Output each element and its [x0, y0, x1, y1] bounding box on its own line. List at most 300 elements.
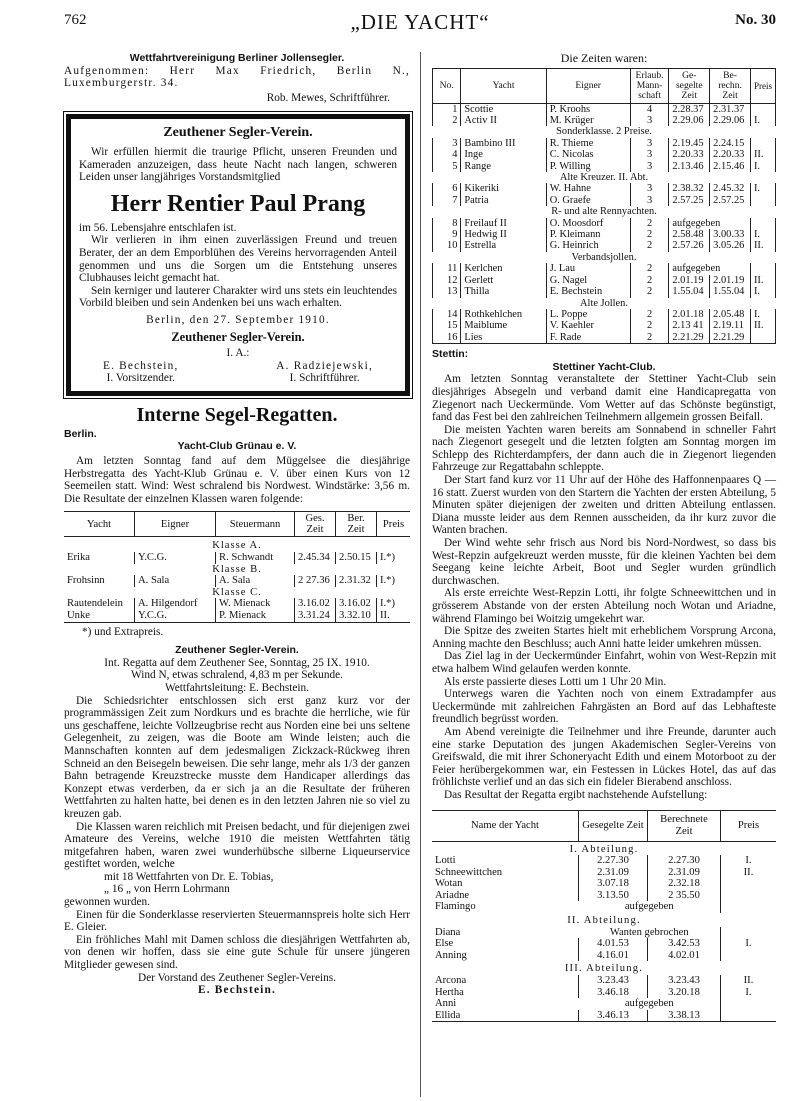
- cell-status: Wanten gebrochen: [609, 926, 689, 938]
- cell-corrected: 2.45.32: [710, 183, 751, 194]
- class-label: R- und alte Rennyachten.: [551, 206, 657, 218]
- cell-helmsman: R. Schwandt: [216, 552, 295, 564]
- table-row: [433, 161, 776, 172]
- column-header: Gesegelte Zeit: [579, 810, 648, 841]
- cell-sailed: 1.55.04: [669, 286, 710, 297]
- cell-prize: I.: [750, 286, 775, 297]
- cell-yacht: Unke: [64, 610, 135, 622]
- stettin-para-3: Der Start fand kurz vor 11 Uhr auf der Höhe des Haffonnenpaares Q — 16 statt. Zuerst wurden von den Startern die Yachten der ersten Abteilung, 5 Minuten später diejenigen der zweiten und dritten Abteilung entlassen. Diana musste leider aus dem Rennen ausscheiden, da ihr kurz zuvor die Wanten brachen.: [432, 474, 776, 537]
- cell-sailed: 2.29.06: [669, 115, 710, 126]
- zeuthen-para-3: Einen für die Sonderklasse reservierten Steuermannspreis holte sich Herr E. Gleier.: [64, 908, 410, 934]
- stettin-para-10: Am Abend vereinigte die Teilnehmer und ihre Freunde, darunter auch eine starke Deputation des jungen Akademischen Segler-Vereins von Greifswald, die mit ihrer Schoneryacht Edith und einem Motorboot zu der Feier herübergekommen war, ein Festessen in Lückes Hotel, das auf das fröhlichste verlief und an das sich ein fideler Bierabend anschloss.: [432, 725, 776, 789]
- cell-sailed: 2.38.32: [669, 183, 710, 194]
- cell-sailed: 2.58.48: [669, 229, 710, 240]
- cell-sailed: 2.57.25: [669, 195, 710, 206]
- class-row: [433, 126, 776, 137]
- table-row: [432, 987, 776, 999]
- zeuthen-para-2d: gewonnen wurden.: [64, 896, 150, 909]
- class-row: [64, 537, 410, 552]
- cell-no: 12: [433, 275, 461, 286]
- table-row: [433, 229, 776, 240]
- stettin-para-11: Das Resultat der Regatta ergibt nachstehende Aufstellung:: [444, 788, 708, 801]
- class-row: [64, 587, 410, 599]
- cell-yacht: Freilauf II: [461, 218, 546, 229]
- cell-owner: P. Kroohs: [546, 103, 630, 115]
- cell-yacht: Ellida: [432, 1010, 579, 1022]
- cell-prize: II.: [750, 320, 775, 331]
- cell-yacht: Rautendelein: [67, 598, 123, 610]
- column-header: Preis: [750, 68, 775, 103]
- cell-crew: 2: [630, 218, 669, 229]
- cell-yacht: Patria: [461, 195, 546, 206]
- table-row: [433, 286, 776, 297]
- column-header: Be-rechn. Zeit: [710, 68, 751, 103]
- class-row: [433, 298, 776, 309]
- cell-yacht: Kerlchen: [461, 263, 546, 274]
- cell-yacht: Erika: [67, 552, 90, 564]
- stettin-club: Stettiner Yacht-Club.: [552, 360, 656, 373]
- cell-owner: V. Kaehler: [546, 320, 630, 331]
- cell-sailed: 4.16.01: [579, 950, 648, 962]
- cell-prize: II.: [750, 275, 775, 286]
- cell-yacht: Lotti: [435, 855, 456, 867]
- cell-helmsman: P. Mienack: [216, 610, 295, 622]
- stettin-para-1: Am letzten Sonntag veranstaltete der Stettiner Yacht-Club sein diesjähriges Absegeln und verband damit eine Handicapregatta von Ziegenort nach Ueckermünde. Vom Wetter auf das Schönste begünstigt, fand das Fest bei den zahlreichen Teilnehmern allgemein grossen Beifall.: [432, 373, 776, 424]
- table-row: [433, 183, 776, 194]
- cell-yacht: Kikeriki: [461, 183, 546, 194]
- stettin-para-8: Als erste passierte dieses Lotti um 1 Uhr 20 Min.: [444, 675, 667, 688]
- cell-no: 5: [433, 161, 461, 172]
- cell-owner: Y.C.G.: [135, 610, 216, 622]
- class-row: [433, 172, 776, 183]
- signature-2-name: A. Radziejewski,: [276, 359, 373, 372]
- cell-prize: II.: [721, 867, 777, 879]
- class-row: [432, 841, 776, 855]
- cell-sailed: 4.01.53: [579, 938, 648, 950]
- cell-corrected: 2.57.25: [710, 195, 751, 206]
- cell-yacht: Hedwig II: [461, 229, 546, 240]
- cell-sailed: 2.57.26: [669, 240, 710, 251]
- table-row: [433, 218, 776, 229]
- cell-prize: I.: [750, 161, 775, 172]
- cell-yacht: Hertha: [435, 986, 464, 998]
- issue-number: No. 30: [735, 12, 776, 28]
- table-row: [432, 1010, 776, 1022]
- cell-owner: F. Rade: [546, 332, 630, 344]
- cell-corrected: 2.19.11: [710, 320, 751, 331]
- zeuthen-times-table: [432, 68, 776, 345]
- cell-sailed: 2.01.18: [669, 309, 710, 320]
- cell-corrected: 2.31.37: [710, 103, 751, 115]
- zeuthen-times-body: [433, 103, 776, 344]
- obituary-para-3: Wir verlieren in ihm einen zuverlässigen Freund und treuen Berater, der an dem Emporblühen des Vereins hervorragenden Anteil genommen und uns die Sorgen um die Entstehung unseres Clubhauses leicht gemacht hat.: [79, 234, 397, 285]
- stettin-para-7: Das Ziel lag in der Ueckermünder Einfahrt, wohin von West-Repzin mit etwa halbem Wind gelaufen werden konnte.: [432, 650, 776, 675]
- stettin-para-5: Als erste erreichte West-Repzin Lotti, ihr folgte Schneewittchen und in grösserem Abstande von der ersten Abteilung noch Wotan und Ariadne, während Flamingo bei Woitzig umgekehrt war.: [432, 587, 776, 625]
- cell-owner: Y.C.G.: [135, 552, 216, 564]
- jolle-text: Aufgenommen: Herr Max Friedrich, Berlin N., Luxemburgerstr. 34.: [64, 64, 410, 90]
- cell-no: 8: [433, 218, 461, 229]
- stettin-para-6: Die Spitze des zweiten Startes hielt mit erheblichem Vorsprung Arcona, Anning machte den Beschluss; auch Anni hatte leider umkehren müssen.: [432, 625, 776, 650]
- table-row: [64, 598, 410, 610]
- class-row: [432, 913, 776, 927]
- gruenau-results-table: [64, 511, 410, 622]
- table-header-row: [64, 512, 410, 537]
- cell-yacht: Activ II: [461, 115, 546, 126]
- cell-corrected: 2.50.15: [336, 552, 377, 564]
- stettin-para-9: Unterwegs waren die Yachten noch von einem Extradampfer aus Ueckermünde mit zahlreichen Fahrgästen an Bord auf das Lebhafteste freundlich begrüsst worden.: [432, 688, 776, 726]
- cell-yacht: Inge: [461, 149, 546, 160]
- table-row: [433, 263, 776, 274]
- cell-sailed: 2.31.09: [579, 867, 648, 879]
- cell-owner: L. Poppe: [546, 309, 630, 320]
- cell-prize: [721, 950, 777, 962]
- left-column: [64, 52, 410, 997]
- cell-yacht: Range: [461, 161, 546, 172]
- table-row: [433, 195, 776, 206]
- obituary-para-2: im 56. Lebensjahre entschlafen ist.: [79, 221, 237, 234]
- cell-no: 9: [433, 229, 461, 240]
- column-header: Steuermann: [216, 512, 295, 537]
- cell-no: 15: [433, 320, 461, 331]
- cell-owner: P. Willing: [546, 161, 630, 172]
- cell-yacht: Rothkehlchen: [461, 309, 546, 320]
- cell-prize: I.: [721, 855, 777, 867]
- cell-corrected: 2.24.15: [710, 138, 751, 149]
- cell-corrected: 2.27.30: [648, 855, 721, 867]
- cell-yacht: Wotan: [435, 878, 463, 890]
- table-row: [433, 332, 776, 344]
- cell-status: aufgegeben: [624, 901, 674, 913]
- cell-corrected: 2.20.33: [710, 149, 751, 160]
- zeuthen-sign-1: Der Vorstand des Zeuthener Segler-Vereins.: [138, 971, 336, 984]
- class-label: Klasse B.: [212, 563, 262, 575]
- cell-corrected: 3.00.33: [710, 229, 751, 240]
- cell-sailed: 2.20.33: [669, 149, 710, 160]
- cell-crew: 2: [630, 275, 669, 286]
- zeuthen-para-2b: mit 18 Wettfahrten von Dr. E. Tobias,: [104, 870, 274, 883]
- journal-title: „DIE YACHT“: [350, 10, 490, 34]
- column-header: Yacht: [461, 68, 546, 103]
- cell-owner: M. Krüger: [546, 115, 630, 126]
- table-row: [433, 115, 776, 126]
- column-header: Ber. Zeit: [336, 512, 377, 537]
- cell-corrected: 1.55.04: [710, 286, 751, 297]
- cell-yacht: Maiblume: [461, 320, 546, 331]
- cell-prize: I.: [721, 938, 777, 950]
- cell-prize: II.: [750, 149, 775, 160]
- cell-prize: I.*): [377, 575, 411, 587]
- cell-no: 2: [433, 115, 461, 126]
- class-row: [432, 961, 776, 975]
- cell-yacht: Flamingo: [435, 901, 476, 913]
- cell-prize: [721, 901, 777, 913]
- cell-no: 16: [433, 332, 461, 344]
- cell-corrected: 2.29.06: [710, 115, 751, 126]
- table-row: [433, 275, 776, 286]
- table-row: [433, 320, 776, 331]
- interne-para: Am letzten Sonntag fand auf dem Müggelsee die diesjährige Herbstregatta des Yacht-Klub Grünau e. V. über einen Kurs von 12 Seemeilen statt. Wind: West schralend bis Nordwest. Windstärke: 3,56 m. Die Resultate der einzelnen Klassen waren folgende:: [64, 455, 410, 505]
- column-header: Erlaub. Mann-schaft: [630, 68, 669, 103]
- cell-sailed: 3.23.43: [579, 975, 648, 987]
- table-header-row: [433, 68, 776, 103]
- cell-owner: O. Moosdorf: [546, 218, 630, 229]
- page-header: [64, 10, 776, 36]
- cell-crew: 4: [630, 103, 669, 115]
- zeuthen-line-3: Wettfahrtsleitung: E. Bechstein.: [164, 681, 310, 694]
- cell-no: 7: [433, 195, 461, 206]
- cell-sailed: 2.45.34: [295, 552, 336, 564]
- cell-prize: [750, 332, 775, 344]
- zeuthen-para-1: Die Schiedsrichter entschlossen sich erst ganz kurz vor der programmässigen Zeit zum Nordkurs und es brachte die herrliche, wie für uns geschaffene, leichte Vollzeugbrise recht aus Norden eine bei uns seltene Gelegenheit, zu zeigen, was die Boote am Winde leisten; auch die Mannschaften konnten auf dem jedesmaligen Zickzack-Rückweg ihren Schneid an den Beisegeln beweisen. Die sehr lange, mehr als 1/3 der ganzen Bahn betragende Kreuzstrecke musste dem Handicaper allerdings das Konzept etwas verderben, da er sich ja an die Resultate der früheren Wettfahrten zu halten hatte, bei denen es in den letzten Jahren nie so viel zu kreuzen gab.: [64, 694, 410, 820]
- obituary-para-4: Sein kerniger und lauterer Charakter wird uns stets ein leuchtendes Vorbild bleiben und sein Andenken bei uns wach erhalten.: [79, 284, 397, 310]
- right-column: [432, 52, 776, 1022]
- signature-1-role: I. Vorsitzender.: [106, 372, 175, 385]
- cell-prize: I.: [750, 309, 775, 320]
- cell-corrected: 2.01.19: [710, 275, 751, 286]
- zeiten-heading: Die Zeiten waren:: [560, 51, 648, 65]
- table-row: [432, 998, 776, 1010]
- cell-corrected: 2.21.29: [710, 332, 751, 344]
- column-header: Ges. Zeit: [295, 512, 336, 537]
- cell-owner: P. Kleimann: [546, 229, 630, 240]
- cell-yacht: Arcona: [435, 975, 467, 987]
- cell-prize: [721, 890, 777, 902]
- cell-yacht: Scottie: [461, 103, 546, 115]
- obituary-date: Berlin, den 27. September 1910.: [146, 313, 330, 326]
- cell-crew: 3: [630, 149, 669, 160]
- cell-sailed: 3.13.50: [579, 890, 648, 902]
- cell-crew: 2: [630, 320, 669, 331]
- stettin-city: Stettin:: [432, 348, 469, 361]
- obituary-para-1: Wir erfüllen hiermit die traurige Pflicht, unseren Freunden und Kameraden anzuzeigen, dass heute Nacht nach langen, schweren Leiden unser langjähriges Vorstandsmitglied: [79, 145, 397, 184]
- cell-prize: [750, 195, 775, 206]
- table-row: [64, 552, 410, 564]
- obituary-box: [66, 114, 410, 396]
- cell-yacht: Schneewittchen: [435, 866, 503, 878]
- cell-prize: [750, 263, 775, 274]
- cell-no: 3: [433, 138, 461, 149]
- cell-owner: G. Nagel: [546, 275, 630, 286]
- cell-sailed: 2.13 41: [669, 320, 710, 331]
- signature-2: [276, 360, 373, 385]
- column-header: No.: [433, 68, 461, 103]
- cell-corrected: 3.32.10: [336, 610, 377, 622]
- class-label: Klasse A.: [212, 540, 262, 552]
- column-header: Name der Yacht: [432, 810, 579, 841]
- cell-owner: O. Graefe: [546, 195, 630, 206]
- cell-yacht: Anni: [435, 998, 457, 1010]
- obituary-name: Herr Rentier Paul Prang: [110, 190, 366, 217]
- cell-corrected: 2.32.18: [648, 878, 721, 890]
- table-row: [64, 610, 410, 622]
- signature-2-role: I. Schriftführer.: [289, 372, 360, 385]
- cell-corrected: 3.16.02: [336, 598, 377, 610]
- cell-owner: E. Bechstein: [546, 286, 630, 297]
- column-header: Ge-segelte Zeit: [669, 68, 710, 103]
- obituary-signatures: [79, 360, 397, 385]
- cell-yacht: Lies: [461, 332, 546, 344]
- zeuthen-para-4: Ein fröhliches Mahl mit Damen schloss die diesjährigen Wettfahrten ab, von denen wir hoffen, dass sie eine gute Schule für unsere jüngeren Mitglieder gewesen sind.: [64, 933, 410, 972]
- cell-no: 6: [433, 183, 461, 194]
- cell-corrected: 4.02.01: [648, 950, 721, 962]
- table-row: [432, 878, 776, 890]
- class-label: Alte Jollen.: [580, 297, 628, 309]
- cell-sailed: 2.28.37: [669, 103, 710, 115]
- cell-yacht: Diana: [435, 926, 461, 938]
- table-row: [433, 103, 776, 115]
- table-row: [433, 240, 776, 251]
- obituary-club-signature: Zeuthener Segler-Verein.: [171, 329, 305, 344]
- cell-sailed: aufgegeben: [669, 218, 751, 229]
- class-label: Klasse C.: [212, 586, 262, 598]
- cell-owner: C. Nicolas: [546, 149, 630, 160]
- cell-sailed: 3.46.18: [579, 987, 648, 999]
- cell-owner: R. Thieme: [546, 138, 630, 149]
- jolle-signature: Rob. Mewes, Schriftführer.: [266, 91, 390, 104]
- cell-corrected: 3.05.26: [710, 240, 751, 251]
- cell-corrected: 2.05.48: [710, 309, 751, 320]
- zeuthen-para-2: Die Klassen waren reichlich mit Preisen bedacht, und für diejenigen zwei Amateure des Vereins, welche 1910 die meisten Wettfahrten tätig mitgefahren haben, waren zwei wunderhübsche silberne Liqueurservice gestiftet worden, welche: [64, 820, 410, 871]
- cell-prize: I.: [750, 115, 775, 126]
- column-header: Eigner: [135, 512, 216, 537]
- cell-sailed: 2.01.19: [669, 275, 710, 286]
- cell-crew: 2: [630, 229, 669, 240]
- zeuthen-line-2: Wind N, etwas schralend, 4,83 m per Sekunde.: [131, 669, 343, 682]
- cell-helmsman: A. Sala: [216, 575, 295, 587]
- cell-yacht: Estrella: [461, 240, 546, 251]
- interne-city: Berlin.: [64, 427, 97, 440]
- cell-crew: 3: [630, 138, 669, 149]
- cell-corrected: 3.23.43: [648, 975, 721, 987]
- column-header: Preis: [721, 810, 777, 841]
- table-row: [433, 149, 776, 160]
- cell-no: 11: [433, 263, 461, 274]
- column-divider: [420, 52, 421, 1097]
- cell-crew: 2: [630, 332, 669, 344]
- class-label: Alte Kreuzer. II. Abt.: [559, 172, 649, 184]
- cell-crew: 2: [630, 286, 669, 297]
- table-row: [433, 138, 776, 149]
- zeuthen-para-2c: „ 16 „ von Herrn Lohrmann: [104, 883, 230, 896]
- class-label: III. Abteilung.: [564, 963, 644, 975]
- column-header: Eigner: [546, 68, 630, 103]
- cell-prize: [750, 103, 775, 115]
- cell-yacht: Ariadne: [435, 889, 470, 901]
- cell-sailed: 3.07.18: [579, 878, 648, 890]
- cell-owner: W. Hahne: [546, 183, 630, 194]
- page-number: 762: [64, 12, 87, 28]
- cell-no: 14: [433, 309, 461, 320]
- class-row: [64, 564, 410, 576]
- table-row: [432, 938, 776, 950]
- cell-no: 1: [433, 103, 461, 115]
- cell-prize: I.: [750, 183, 775, 194]
- table-row: [433, 309, 776, 320]
- table-row: [432, 855, 776, 867]
- cell-corrected: 2.15.46: [710, 161, 751, 172]
- cell-sailed: 2.27.30: [579, 855, 648, 867]
- cell-sailed: 3.46.13: [579, 1010, 648, 1022]
- table-row: [432, 975, 776, 987]
- cell-sailed: 2 27.36: [295, 575, 336, 587]
- jolle-heading: Wettfahrtvereinigung Berliner Jollensegler.: [129, 52, 345, 64]
- cell-prize: [750, 138, 775, 149]
- cell-yacht: Bambino III: [461, 138, 546, 149]
- cell-corrected: 3.42.53: [648, 938, 721, 950]
- cell-helmsman: W. Mienack: [216, 598, 295, 610]
- obituary-ia: I. A.:: [226, 347, 250, 360]
- table-row: [432, 867, 776, 879]
- obituary-club: Zeuthener Segler-Verein.: [163, 125, 313, 141]
- cell-prize: II.: [721, 975, 777, 987]
- cell-crew: 3: [630, 183, 669, 194]
- column-header: Preis: [377, 512, 411, 537]
- cell-corrected: 3.20.18: [648, 987, 721, 999]
- class-row: [433, 252, 776, 263]
- class-label: Sonderklasse. 2 Preise.: [556, 126, 652, 138]
- cell-prize: II.: [750, 240, 775, 251]
- table-row: [432, 890, 776, 902]
- cell-sailed: 2.13.46: [669, 161, 710, 172]
- class-row: [433, 206, 776, 217]
- table-footnote: *) und Extrapreis.: [82, 625, 164, 638]
- interne-club: Yacht-Club Grünau e. V.: [177, 440, 297, 453]
- cell-owner: G. Heinrich: [546, 240, 630, 251]
- class-label: II. Abteilung.: [567, 915, 641, 927]
- cell-corrected: 2.31.32: [336, 575, 377, 587]
- class-label: Verbandsjollen.: [571, 251, 637, 263]
- column-header: Yacht: [64, 512, 135, 537]
- cell-prize: I.*): [377, 598, 411, 610]
- stettin-para-2: Die meisten Yachten waren bereits am Sonnabend in schneller Fahrt nach Ziegenort gesegelt und die letzten folgten am Sonntag morgen im Schlepp des Richterdampfers, der dann auch die in Ziegenort liegenden Fahrzeuge zur Regattabahn schleppte.: [432, 423, 776, 474]
- cell-corrected: 2 35.50: [648, 890, 721, 902]
- cell-sailed: 2.19.45: [669, 138, 710, 149]
- cell-yacht: Frohsinn: [67, 575, 105, 587]
- cell-crew: 2: [630, 263, 669, 274]
- cell-sailed: 3.31.24: [295, 610, 336, 622]
- cell-owner: J. Lau: [546, 263, 630, 274]
- cell-prize: [750, 218, 775, 229]
- cell-sailed: 2.21.29: [669, 332, 710, 344]
- table-row: [64, 575, 410, 587]
- column-header: Berechnete Zeit: [648, 810, 721, 841]
- cell-prize: [721, 927, 777, 939]
- cell-crew: 3: [630, 195, 669, 206]
- cell-prize: [721, 1010, 777, 1022]
- stettin-results-table: [432, 810, 776, 1023]
- cell-prize: II.: [377, 610, 411, 622]
- interne-heading: Interne Segel-Regatten.: [136, 403, 338, 426]
- cell-no: 13: [433, 286, 461, 297]
- cell-crew: 3: [630, 115, 669, 126]
- cell-yacht: Else: [435, 938, 454, 950]
- cell-sailed: aufgegeben: [669, 263, 751, 274]
- cell-sailed: 3.16.02: [295, 598, 336, 610]
- cell-status: aufgegeben: [624, 998, 674, 1010]
- cell-no: 10: [433, 240, 461, 251]
- cell-prize: I.: [721, 987, 777, 999]
- cell-corrected: 3.38.13: [648, 1010, 721, 1022]
- table-row: [432, 901, 776, 913]
- cell-prize: I.*): [377, 552, 411, 564]
- cell-prize: I.: [750, 229, 775, 240]
- signature-1: [103, 360, 179, 385]
- zeuthen-sign-2: E. Bechstein.: [197, 984, 277, 997]
- table-header-row: [432, 810, 776, 841]
- zeuthen-line-1: Int. Regatta auf dem Zeuthener See, Sonntag, 25 IX. 1910.: [104, 656, 370, 669]
- class-label: I. Abteilung.: [569, 843, 639, 855]
- cell-crew: 3: [630, 161, 669, 172]
